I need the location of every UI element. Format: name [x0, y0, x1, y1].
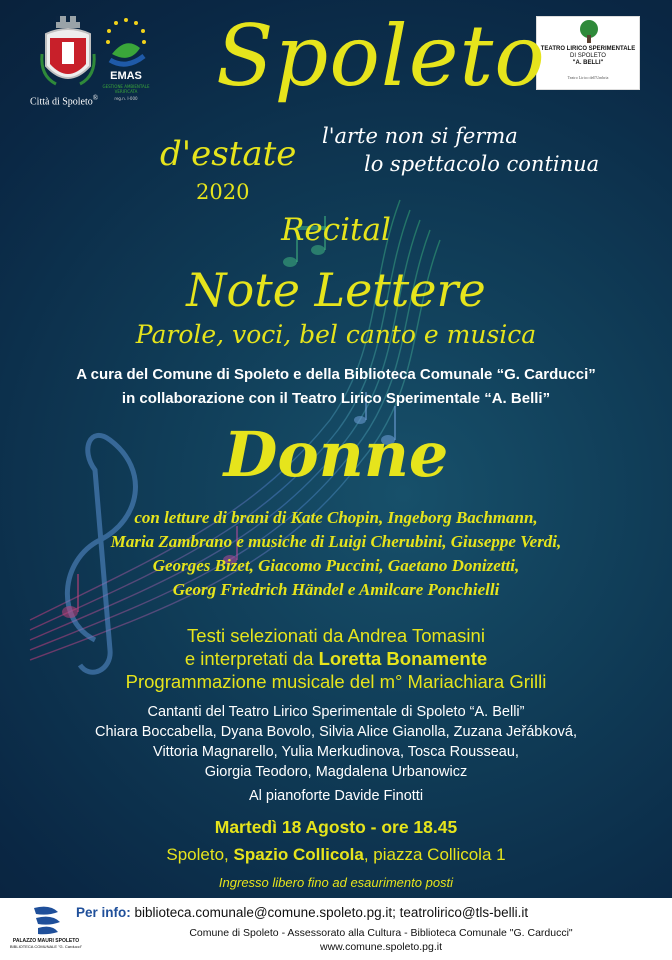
organizer-line2: in collaborazione con il Teatro Lirico Sperimentale “A. Belli”: [121, 390, 551, 407]
event-venue: [0, 845, 672, 865]
program-line: Georg Friedrich Händel e Amilcare Ponchielli: [172, 580, 500, 599]
theater-email-link[interactable]: teatrolirico@tls-belli.it: [399, 905, 529, 920]
interpreted-prefix: e interpretati da: [184, 648, 319, 669]
program-description: [0, 506, 672, 602]
theater-logo-subtitle: Teatro Lirico dell'Umbria: [567, 75, 609, 80]
singers-names: Giorgia Teodoro, Magdalena Urbanowicz: [204, 764, 468, 780]
singers-block: [0, 702, 672, 782]
event-name: Note Lettere: [186, 263, 486, 317]
emas-label: EMAS: [110, 70, 142, 82]
show-title: Donne: [223, 418, 449, 491]
festival-title: Spoleto: [216, 7, 546, 105]
theater-logo-line2: DI SPOLETO: [570, 53, 606, 59]
website-link[interactable]: www.comune.spoleto.pg.it: [320, 941, 442, 953]
theater-logo-line3: "A. BELLI": [572, 60, 604, 66]
entry-note: Ingresso libero fino ad esaurimento posti: [218, 875, 454, 890]
library-email-link[interactable]: biblioteca.comunale@comune.spoleto.pg.it;: [134, 905, 396, 920]
venue-prefix: Spoleto,: [166, 845, 234, 864]
theater-logo-title: TEATRO LIRICO SPERIMENTALE: [540, 46, 636, 52]
venue-suffix: , piazza Collicola 1: [363, 845, 506, 864]
singers-names: Vittoria Magnarello, Yulia Merkudinova, Tosca Rousseau,: [153, 744, 519, 760]
interpreter-credit: [0, 647, 672, 670]
emas-stars-icon: [100, 14, 152, 70]
info-label: Per info:: [76, 905, 131, 920]
festival-motto-line1: l'arte non si ferma: [322, 124, 518, 148]
festival-subtitle: d'estate: [160, 134, 297, 174]
emas-logo: [100, 14, 152, 104]
coat-of-arms-icon: [36, 14, 100, 94]
organizer-line1: A cura del Comune di Spoleto e della Biblioteca Comunale “G. Carducci”: [76, 366, 596, 383]
footer: [0, 898, 672, 960]
city-of-spoleto-logo: [36, 14, 100, 100]
singers-heading: Cantanti del Teatro Lirico Sperimentale di Spoleto “A. Belli”: [147, 704, 525, 720]
city-label: Città di Spoleto®: [30, 94, 99, 108]
interpreter-name: Loretta Bonamente: [318, 648, 488, 669]
library-logo-label: PALAZZO MAURI SPOLETO: [12, 938, 80, 944]
theater-logo: [536, 16, 640, 90]
event-date-time: Martedì 18 Agosto - ore 18.45: [214, 817, 458, 837]
tree-icon: [575, 19, 603, 45]
event-type: Recital: [281, 212, 391, 248]
library-logo-icon: [30, 902, 64, 936]
singers-names: Chiara Boccabella, Dyana Bovolo, Silvia Alice Gianolla, Zuzana Jeřábková,: [95, 724, 577, 740]
piano-credit: Al pianoforte Davide Finotti: [248, 788, 424, 804]
program-line: Georges Bizet, Giacomo Puccini, Gaetano Donizetti,: [152, 556, 520, 575]
music-credit: Programmazione musicale del m° Mariachiara Grilli: [125, 671, 547, 692]
emas-subtitle: GESTIONE AMBIENTALE VERIFICATA: [102, 84, 150, 94]
program-line: Maria Zambrano e musiche di Luigi Cherubini, Giuseppe Verdi,: [110, 532, 562, 551]
program-line: con letture di brani di Kate Chopin, Ingeborg Bachmann,: [134, 508, 538, 527]
footer-credits: Comune di Spoleto - Assessorato alla Cultura - Biblioteca Comunale "G. Carducci": [189, 927, 573, 939]
credits-block: [0, 624, 672, 693]
venue-name: Spazio Collicola: [233, 845, 364, 864]
festival-year: 2020: [196, 180, 250, 204]
festival-motto-line2: lo spettacolo continua: [364, 152, 600, 176]
library-logo-sublabel: BIBLIOTECA COMUNALE "G. Carducci": [9, 944, 83, 949]
emas-registration: reg.n. I-000: [114, 96, 138, 101]
contact-info: [76, 905, 528, 920]
texts-credit: Testi selezionati da Andrea Tomasini: [187, 625, 485, 646]
event-tagline: Parole, voci, bel canto e musica: [135, 320, 537, 349]
